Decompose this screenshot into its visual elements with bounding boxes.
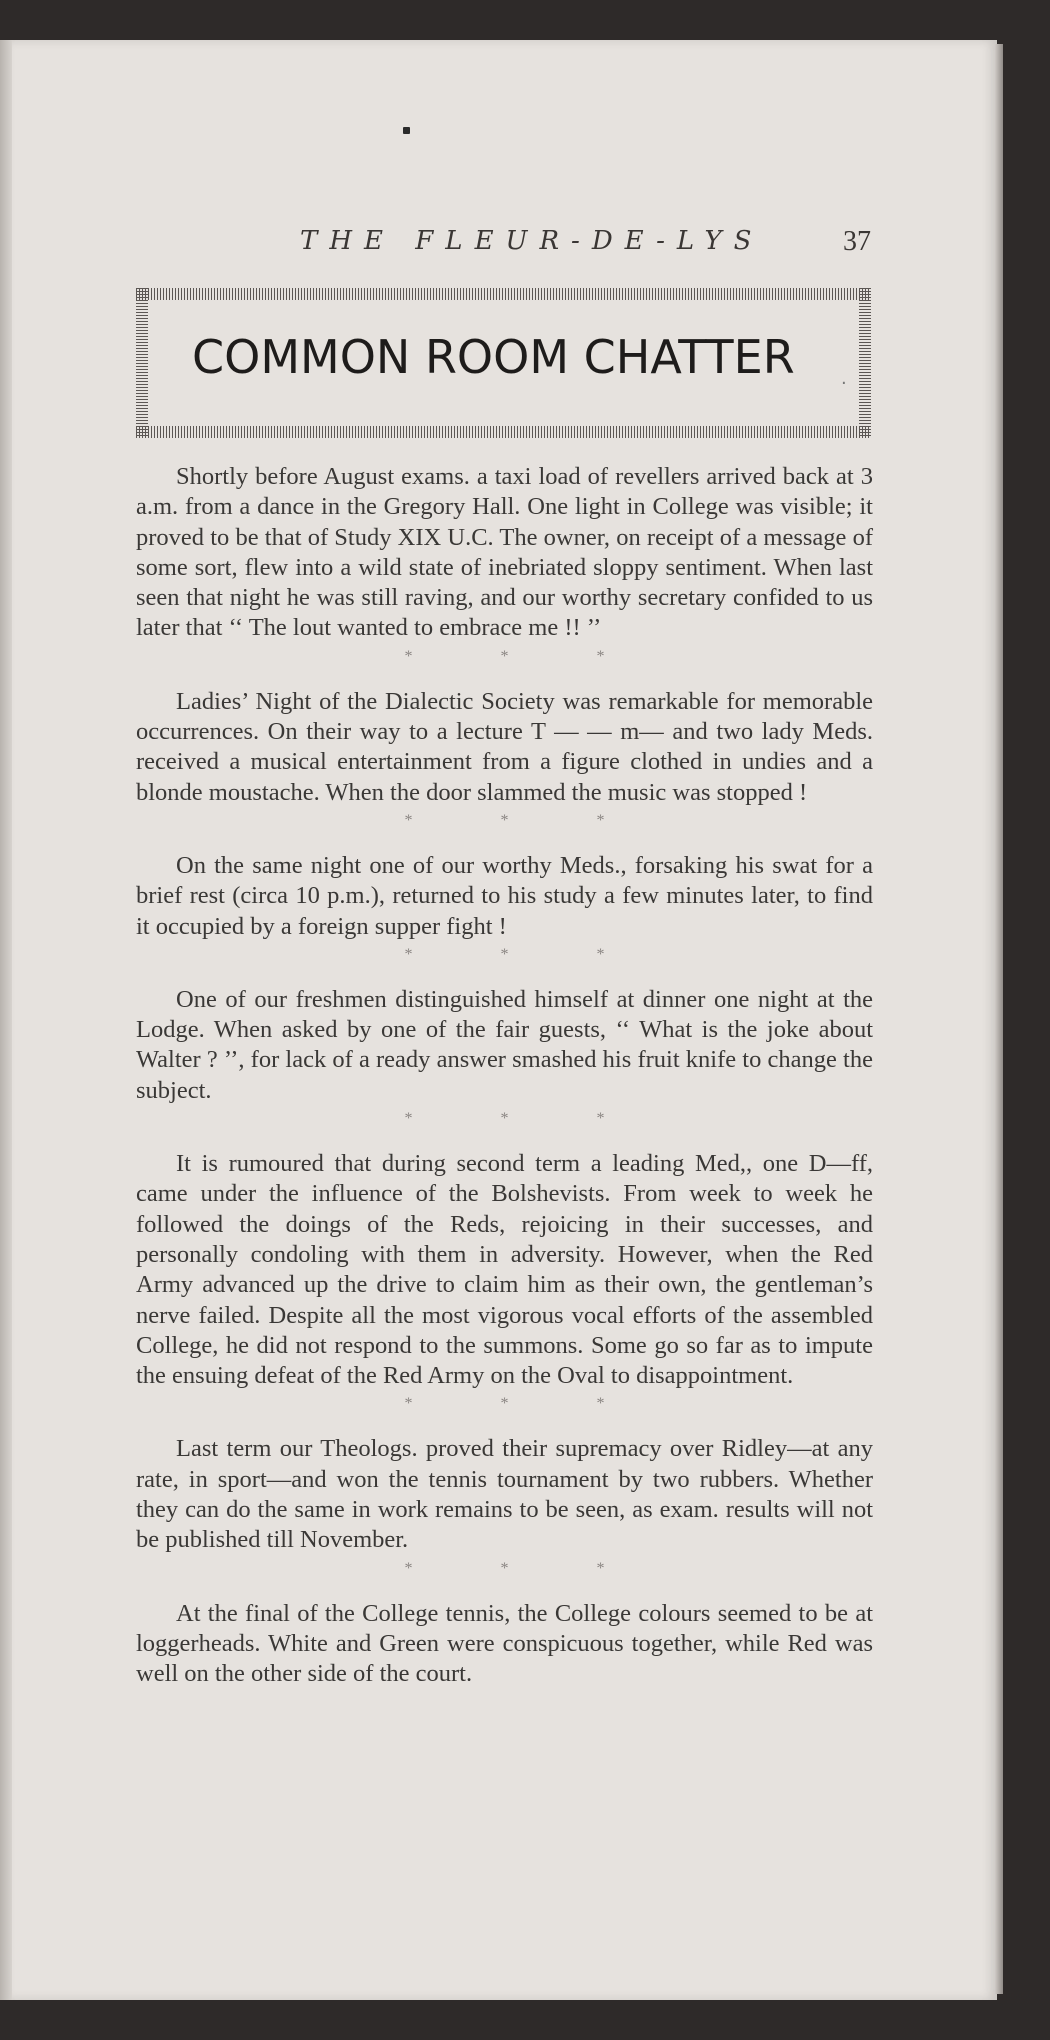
paragraph-3: On the same night one of our worthy Meds., forsaking his swat for a brief rest (circa 10 p.m.), returned to his study a few minutes later, to find it occupied by a foreign supper fight ! [136, 851, 873, 940]
article-body [136, 462, 873, 1690]
divider-star: * [404, 1395, 413, 1413]
divider-star: * [500, 1110, 509, 1128]
divider-star: * [596, 945, 605, 963]
divider-star: * [500, 811, 509, 829]
divider-star: * [500, 945, 509, 963]
section-divider [136, 1106, 873, 1149]
section-divider [136, 808, 873, 851]
section-divider [136, 942, 873, 985]
frame-left-border [136, 288, 148, 438]
section-divider [136, 644, 873, 687]
divider-star: * [404, 945, 413, 963]
divider-star: * [500, 1395, 509, 1413]
running-head: THE FLEUR-DE-LYS [300, 226, 764, 256]
divider-star: * [404, 1110, 413, 1128]
paragraph-5: It is rumoured that during second term a leading Med,, one D—ff, came under the influence of the Bolshevists. From week to week he followed the doings of the Reds, rejoicing in their successes, and personally condoling with them in adversity. However, when the Red Army advanced up the drive to claim him as their own, the gentleman’s nerve failed. Despite all the most vigorous vocal efforts of the assembled College, he did not respond to the summons. Some go so far as to impute the ensuing defeat of the Red Army on the Oval to disappointment. [136, 1150, 873, 1390]
divider-star: * [500, 647, 509, 665]
divider-star: * [404, 647, 413, 665]
paragraph-7: At the final of the College tennis, the College colours seemed to be at loggerheads. White and Green were conspicuous together, while Red was well on the other side of the court. [136, 1599, 873, 1688]
section-divider [136, 1556, 873, 1599]
frame-right-border [859, 288, 871, 438]
frame-bottom-border [136, 426, 871, 438]
divider-star: * [596, 1110, 605, 1128]
divider-star: * [404, 811, 413, 829]
section-divider [136, 1391, 873, 1434]
paragraph-1: Shortly before August exams. a taxi load of revellers arrived back at 3 a.m. from a dance in the Gregory Hall. One light in College was visible; it proved to be that of Study XIX U.C. The owner, on receipt of a message of some sort, flew into a wild state of inebriated sloppy sentiment. When last seen that night he was still raving, and our worthy secretary confided to us later that ‘‘ The lout wanted to embrace me !! ’’ [136, 463, 873, 642]
divider-star: * [404, 1559, 413, 1577]
divider-star: * [596, 1559, 605, 1577]
divider-star: * [596, 647, 605, 665]
divider-star: * [596, 1395, 605, 1413]
frame-top-border [136, 288, 871, 300]
title-trailing-mark: . [841, 368, 847, 389]
title-frame [136, 288, 871, 438]
divider-star: * [500, 1559, 509, 1577]
ink-speck [403, 127, 410, 134]
page-edge-shadow [995, 44, 1003, 1994]
page-number: 37 [843, 226, 871, 257]
paragraph-6: Last term our Theologs. proved their supremacy over Ridley—at any rate, in sport—and won the tennis tournament by two rubbers. Whether they can do the same in work remains to be seen, as exam. results will not be published till November. [136, 1435, 873, 1554]
paragraph-2: Ladies’ Night of the Dialectic Society was remarkable for memorable occurrences. On their way to a lecture T — — m— and two lady Meds. received a musical entertainment from a figure clothed in undies and a blonde moustache. When the door slammed the music was stopped ! [136, 687, 873, 806]
paragraph-4: One of our freshmen distinguished himself at dinner one night at the Lodge. When asked by one of the fair guests, ‘‘ What is the joke about Walter ? ’’, for lack of a ready answer smashed his fruit knife to change the subject. [136, 985, 873, 1104]
section-title: COMMON ROOM CHATTER [192, 330, 795, 384]
divider-star: * [596, 811, 605, 829]
